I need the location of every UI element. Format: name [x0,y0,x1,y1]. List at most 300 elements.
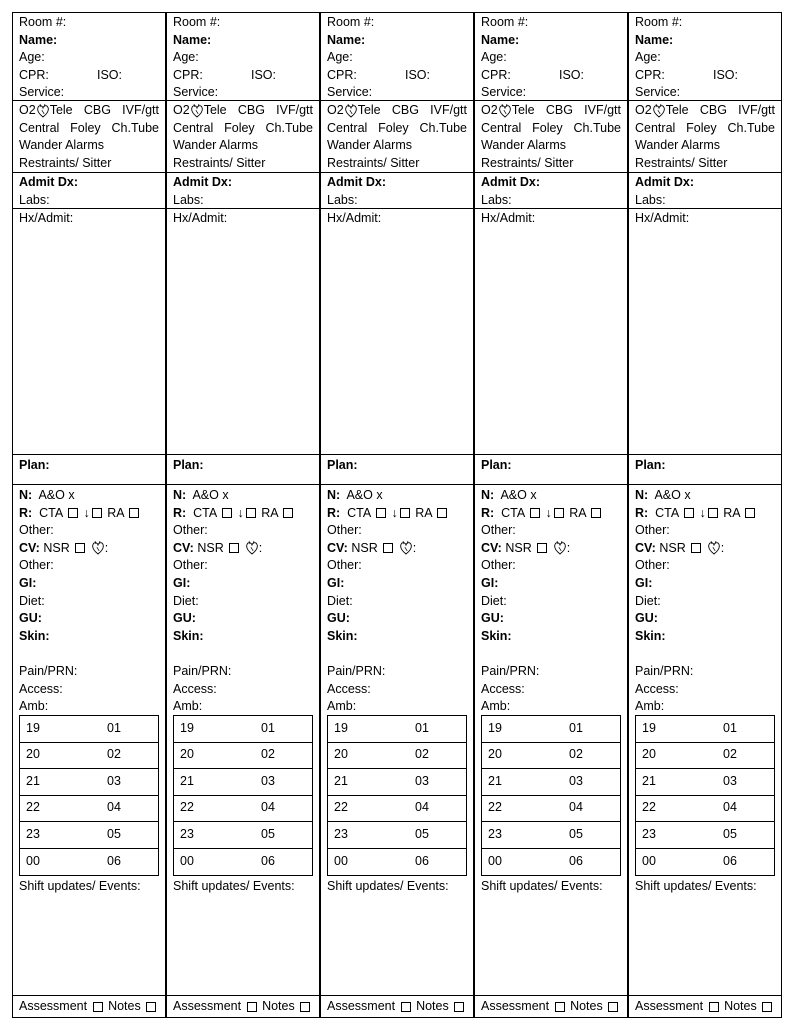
table-row[interactable] [482,796,620,823]
devices-section [13,101,165,173]
chtube-label[interactable]: Ch.Tube [727,120,775,135]
tele-label[interactable]: Tele [203,103,227,117]
central-label[interactable]: Central [481,120,522,135]
access-label[interactable]: Access: [327,681,371,696]
table-row[interactable] [174,849,312,876]
nsr-checkbox[interactable] [537,543,547,553]
cv-colon: : [258,540,263,555]
o2-label[interactable]: O2 [481,103,498,117]
gu-label: GU: [635,611,658,626]
r-label: R: [327,505,341,520]
foley-label[interactable]: Foley [70,120,101,135]
age-label[interactable]: Age: [19,50,45,65]
hour-right: 04 [415,800,429,815]
diet-label[interactable]: Diet: [327,593,353,608]
table-row[interactable] [636,716,774,743]
cta-checkbox[interactable] [376,508,386,518]
plan-section[interactable] [475,455,627,485]
column-footer [475,995,627,1017]
hour-left: 00 [334,853,348,868]
access-label[interactable]: Access: [19,681,63,696]
table-row[interactable] [482,716,620,743]
table-row[interactable] [174,743,312,770]
plan-section[interactable] [321,455,473,485]
assessment-checkbox[interactable] [555,1002,565,1012]
central-label[interactable]: Central [173,120,214,135]
ra-checkbox[interactable] [745,508,755,518]
amb-label[interactable]: Amb: [481,699,511,714]
table-row[interactable] [328,769,466,796]
nsr-label: NSR [43,540,70,555]
diet-label[interactable]: Diet: [173,593,199,608]
down-arrow-icon: ↓ [699,505,706,520]
admit-section [167,173,319,209]
assessment-footer-label: Assessment [635,999,704,1013]
hour-left: 23 [26,826,40,841]
heart-icon [498,103,512,119]
pain-prn-label[interactable]: Pain/PRN: [327,663,386,678]
foley-label[interactable]: Foley [686,120,717,135]
table-row[interactable] [20,822,158,849]
restraints-sitter-label[interactable]: Restraints/ Sitter [481,155,574,170]
access-label[interactable]: Access: [481,681,525,696]
skin-label: Skin: [327,628,358,643]
table-row[interactable] [328,822,466,849]
report-sheet [12,12,782,1018]
gi-label: GI: [327,575,345,590]
cta-checkbox[interactable] [68,508,78,518]
hour-left: 19 [642,720,656,735]
heart-icon [652,103,666,119]
table-row[interactable] [636,769,774,796]
access-label[interactable]: Access: [635,681,679,696]
cbg-label[interactable]: CBG [699,103,727,117]
notes-checkbox[interactable] [454,1002,464,1012]
nsr-checkbox[interactable] [383,543,393,553]
notes-footer-label: Notes [570,999,603,1013]
resp-other-label[interactable]: Other: [481,523,516,538]
hour-left: 23 [642,826,656,841]
hour-right: 04 [569,800,583,815]
assessment-section [167,485,319,715]
foley-label[interactable]: Foley [532,120,563,135]
cbg-label[interactable]: CBG [83,103,111,117]
cv-colon: : [720,540,725,555]
decreased-checkbox[interactable] [246,508,256,518]
n-label: N: [635,488,649,502]
plan-section[interactable] [167,455,319,485]
cta-checkbox[interactable] [222,508,232,518]
cv-other-label[interactable]: Other: [19,558,54,573]
tele-label[interactable]: Tele [357,103,381,117]
ra-label: RA [107,505,124,520]
n-label: N: [327,488,341,502]
r-label: R: [173,505,187,520]
ra-checkbox[interactable] [437,508,447,518]
hx-admit-section[interactable] [167,209,319,455]
room-label[interactable]: Room #: [635,15,683,29]
ra-checkbox[interactable] [283,508,293,518]
central-label[interactable]: Central [635,120,676,135]
hour-left: 00 [26,853,40,868]
table-row[interactable] [20,716,158,743]
labs-label[interactable]: Labs: [327,192,358,207]
diet-label[interactable]: Diet: [481,593,507,608]
resp-other-label[interactable]: Other: [327,523,362,538]
devices-section [629,101,781,173]
table-row[interactable] [174,716,312,743]
diet-label[interactable]: Diet: [635,593,661,608]
pain-prn-label[interactable]: Pain/PRN: [19,663,78,678]
labs-label[interactable]: Labs: [635,192,666,207]
iso-label[interactable]: ISO: [559,67,585,82]
admit-dx-label: Admit Dx: [481,175,541,189]
column-footer [629,995,781,1017]
central-label[interactable]: Central [327,120,368,135]
assessment-section [629,485,781,715]
nsr-label: NSR [197,540,224,555]
table-row[interactable] [20,769,158,796]
name-label: Name: [173,32,212,47]
cpr-label[interactable]: CPR: [173,67,203,82]
diet-label[interactable]: Diet: [19,593,45,608]
nsr-checkbox[interactable] [75,543,85,553]
age-label[interactable]: Age: [635,50,661,65]
ivf-label[interactable]: IVF/gtt [430,103,467,117]
hour-right: 04 [261,800,275,815]
pain-prn-label[interactable]: Pain/PRN: [481,663,540,678]
table-row[interactable] [20,796,158,823]
patient-header-section [475,13,627,101]
hour-left: 19 [180,720,194,735]
notes-checkbox[interactable] [608,1002,618,1012]
table-row[interactable] [482,822,620,849]
hour-left: 21 [642,773,656,788]
ivf-label[interactable]: IVF/gtt [738,103,775,117]
foley-label[interactable]: Foley [378,120,409,135]
table-row[interactable] [482,743,620,770]
ivf-label[interactable]: IVF/gtt [584,103,621,117]
hour-right: 06 [723,853,737,868]
events-section[interactable] [475,877,627,997]
hour-right: 06 [569,853,583,868]
table-row[interactable] [20,849,158,876]
restraints-sitter-label[interactable]: Restraints/ Sitter [173,155,266,170]
ra-label: RA [415,505,432,520]
wander-alarms-label[interactable]: Wander Alarms [635,138,720,153]
hour-left: 21 [334,773,348,788]
room-label[interactable]: Room #: [19,15,67,29]
foley-label[interactable]: Foley [224,120,255,135]
events-section[interactable] [167,877,319,997]
hx-admit-section[interactable] [629,209,781,455]
age-label[interactable]: Age: [481,50,507,65]
table-row[interactable] [636,822,774,849]
hour-right: 04 [107,800,121,815]
hour-left: 00 [180,853,194,868]
table-row[interactable] [174,822,312,849]
iso-label[interactable]: ISO: [405,67,431,82]
hour-left: 22 [488,800,502,815]
skin-label: Skin: [481,628,512,643]
hour-left: 19 [26,720,40,735]
ra-label: RA [261,505,278,520]
decreased-checkbox[interactable] [400,508,410,518]
hour-right: 03 [107,773,121,788]
hour-left: 00 [488,853,502,868]
column-footer [13,995,165,1017]
plan-section[interactable] [13,455,165,485]
decreased-checkbox[interactable] [708,508,718,518]
access-label[interactable]: Access: [173,681,217,696]
gu-label: GU: [481,611,504,626]
o2-label[interactable]: O2 [327,103,344,117]
hour-left: 20 [334,747,348,762]
iso-label[interactable]: ISO: [713,67,739,82]
nsr-checkbox[interactable] [229,543,239,553]
service-label[interactable]: Service: [635,85,681,100]
hx-admit-section[interactable] [321,209,473,455]
skin-label: Skin: [19,628,50,643]
resp-other-label[interactable]: Other: [173,523,208,538]
labs-label[interactable]: Labs: [481,192,512,207]
hour-left: 19 [334,720,348,735]
hour-left: 00 [642,853,656,868]
o2-label[interactable]: O2 [173,103,190,117]
wander-alarms-label[interactable]: Wander Alarms [481,138,566,153]
cpr-label[interactable]: CPR: [19,67,49,82]
plan-label: Plan: [173,458,204,472]
amb-label[interactable]: Amb: [173,699,203,714]
hour-left: 20 [642,747,656,762]
tele-label[interactable]: Tele [511,103,535,117]
cbg-label[interactable]: CBG [391,103,419,117]
labs-label[interactable]: Labs: [19,192,50,207]
heart-icon [399,540,413,556]
cv-other-label[interactable]: Other: [481,558,516,573]
heart-icon [553,540,567,556]
hour-right: 01 [107,720,121,735]
wander-alarms-label[interactable]: Wander Alarms [19,138,104,153]
cpr-label[interactable]: CPR: [327,67,357,82]
hour-right: 01 [415,720,429,735]
heart-icon [344,103,358,119]
room-label[interactable]: Room #: [327,15,375,29]
iso-label[interactable]: ISO: [97,67,123,82]
down-arrow-icon: ↓ [545,505,552,520]
events-section[interactable] [13,877,165,997]
cv-label: CV: [327,540,348,555]
hour-left: 21 [488,773,502,788]
service-label[interactable]: Service: [327,85,373,100]
hour-right: 05 [261,826,275,841]
patient-column [166,12,320,1018]
age-label[interactable]: Age: [327,50,353,65]
table-row[interactable] [636,743,774,770]
wander-alarms-label[interactable]: Wander Alarms [173,138,258,153]
hx-admit-section[interactable] [13,209,165,455]
iso-label[interactable]: ISO: [251,67,277,82]
assessment-checkbox[interactable] [709,1002,719,1012]
table-row[interactable] [482,849,620,876]
room-label[interactable]: Room #: [173,15,221,29]
table-row[interactable] [636,796,774,823]
hour-left: 20 [488,747,502,762]
hourly-table [635,715,775,876]
restraints-sitter-label[interactable]: Restraints/ Sitter [635,155,728,170]
gi-label: GI: [173,575,191,590]
hour-right: 06 [107,853,121,868]
table-row[interactable] [174,769,312,796]
cbg-label[interactable]: CBG [545,103,573,117]
cta-checkbox[interactable] [530,508,540,518]
ra-checkbox[interactable] [591,508,601,518]
admit-section [321,173,473,209]
table-row[interactable] [328,743,466,770]
admit-dx-label: Admit Dx: [173,175,233,189]
central-label[interactable]: Central [19,120,60,135]
assessment-checkbox[interactable] [247,1002,257,1012]
hour-right: 05 [723,826,737,841]
notes-checkbox[interactable] [146,1002,156,1012]
amb-label[interactable]: Amb: [327,699,357,714]
ivf-label[interactable]: IVF/gtt [276,103,313,117]
tele-label[interactable]: Tele [665,103,689,117]
labs-label[interactable]: Labs: [173,192,204,207]
age-label[interactable]: Age: [173,50,199,65]
nsr-label: NSR [505,540,532,555]
admit-section [475,173,627,209]
o2-label[interactable]: O2 [635,103,652,117]
cta-label: CTA [347,505,371,520]
column-footer [167,995,319,1017]
name-label: Name: [19,32,58,47]
hour-right: 03 [415,773,429,788]
chtube-label[interactable]: Ch.Tube [419,120,467,135]
events-section[interactable] [321,877,473,997]
cta-label: CTA [655,505,679,520]
gi-label: GI: [635,575,653,590]
amb-label[interactable]: Amb: [635,699,665,714]
heart-icon [245,540,259,556]
admit-dx-label: Admit Dx: [327,175,387,189]
devices-section [475,101,627,173]
hour-right: 02 [415,747,429,762]
wander-alarms-label[interactable]: Wander Alarms [327,138,412,153]
room-label[interactable]: Room #: [481,15,529,29]
amb-label[interactable]: Amb: [19,699,49,714]
table-row[interactable] [328,796,466,823]
pain-prn-label[interactable]: Pain/PRN: [173,663,232,678]
hour-right: 02 [107,747,121,762]
hour-right: 03 [261,773,275,788]
decreased-checkbox[interactable] [92,508,102,518]
resp-other-label[interactable]: Other: [635,523,670,538]
hour-left: 20 [180,747,194,762]
patient-header-section [167,13,319,101]
hour-right: 03 [723,773,737,788]
cta-checkbox[interactable] [684,508,694,518]
hour-right: 01 [569,720,583,735]
name-label: Name: [635,32,674,47]
admit-section [629,173,781,209]
table-row[interactable] [636,849,774,876]
table-row[interactable] [174,796,312,823]
o2-label[interactable]: O2 [19,103,36,117]
ivf-label[interactable]: IVF/gtt [122,103,159,117]
chtube-label[interactable]: Ch.Tube [265,120,313,135]
cbg-label[interactable]: CBG [237,103,265,117]
shift-updates-label: Shift updates/ Events: [173,879,295,893]
hour-left: 19 [488,720,502,735]
plan-label: Plan: [327,458,358,472]
assessment-footer-label: Assessment [481,999,550,1013]
r-label: R: [481,505,495,520]
cv-label: CV: [481,540,502,555]
skin-label: Skin: [635,628,666,643]
restraints-sitter-label[interactable]: Restraints/ Sitter [19,155,112,170]
gi-label: GI: [481,575,499,590]
notes-checkbox[interactable] [762,1002,772,1012]
n-label: N: [19,488,33,502]
chtube-label[interactable]: Ch.Tube [111,120,159,135]
events-section[interactable] [629,877,781,997]
hx-admit-label: Hx/Admit: [635,211,690,225]
cv-colon: : [104,540,109,555]
service-label[interactable]: Service: [173,85,219,100]
resp-other-label[interactable]: Other: [19,523,54,538]
cv-colon: : [566,540,571,555]
restraints-sitter-label[interactable]: Restraints/ Sitter [327,155,420,170]
heart-icon [707,540,721,556]
cpr-label[interactable]: CPR: [635,67,665,82]
chtube-label[interactable]: Ch.Tube [573,120,621,135]
plan-label: Plan: [635,458,666,472]
notes-footer-label: Notes [108,999,141,1013]
notes-footer-label: Notes [262,999,295,1013]
assessment-checkbox[interactable] [93,1002,103,1012]
assessment-checkbox[interactable] [401,1002,411,1012]
cv-other-label[interactable]: Other: [327,558,362,573]
gu-label: GU: [173,611,196,626]
cpr-label[interactable]: CPR: [481,67,511,82]
table-row[interactable] [482,769,620,796]
tele-label[interactable]: Tele [49,103,73,117]
notes-checkbox[interactable] [300,1002,310,1012]
patient-header-section [629,13,781,101]
hour-right: 04 [723,800,737,815]
table-row[interactable] [328,716,466,743]
pain-prn-label[interactable]: Pain/PRN: [635,663,694,678]
table-row[interactable] [328,849,466,876]
plan-section[interactable] [629,455,781,485]
service-label[interactable]: Service: [19,85,65,100]
ra-checkbox[interactable] [129,508,139,518]
cv-other-label[interactable]: Other: [635,558,670,573]
shift-updates-label: Shift updates/ Events: [19,879,141,893]
nsr-checkbox[interactable] [691,543,701,553]
assessment-footer-label: Assessment [173,999,242,1013]
name-label: Name: [327,32,366,47]
hx-admit-section[interactable] [475,209,627,455]
service-label[interactable]: Service: [481,85,527,100]
patient-column [628,12,782,1018]
decreased-checkbox[interactable] [554,508,564,518]
table-row[interactable] [20,743,158,770]
hour-left: 20 [26,747,40,762]
cv-other-label[interactable]: Other: [173,558,208,573]
hour-left: 22 [642,800,656,815]
